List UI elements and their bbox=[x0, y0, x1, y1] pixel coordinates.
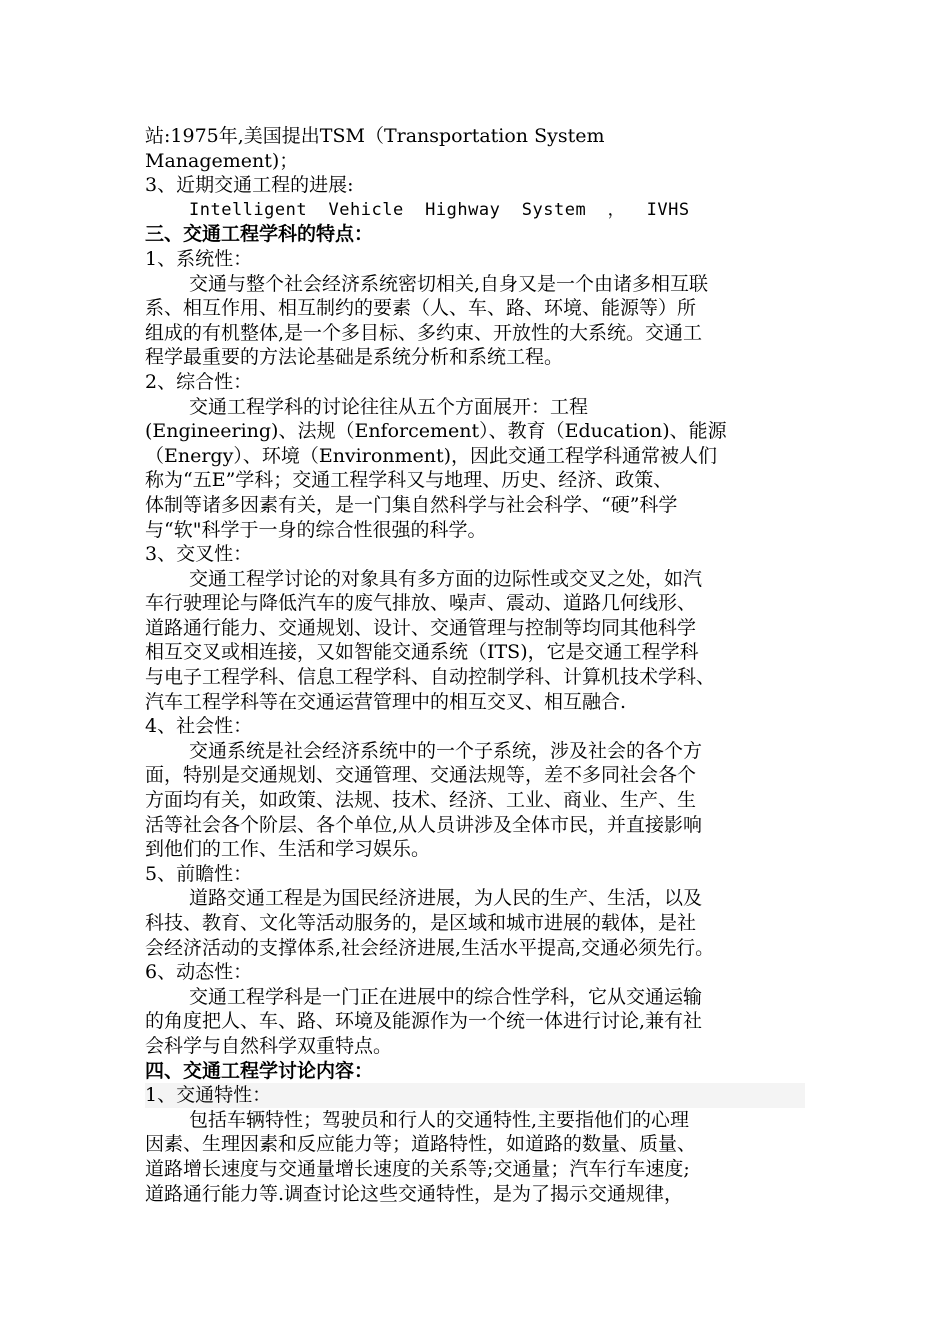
text-line: 体制等诸多因素有关，是一门集自然科学与社会科学、“硬”科学 bbox=[145, 493, 678, 516]
text-line: 称为“五E”学科；交通工程学科又与地理、历史、经济、政策、 bbox=[145, 469, 673, 492]
text-line: 1、系统性： bbox=[145, 247, 253, 270]
document-page bbox=[145, 124, 825, 1206]
text-line: 面，特别是交通规划、交通管理、交通法规等，差不多同社会各个 bbox=[145, 764, 697, 787]
text-line: 道路通行能力等.调查讨论这些交通特性，是为了揭示交通规律， bbox=[145, 1182, 684, 1205]
text-line: 系、相互作用、相互制约的要素（人、车、路、环境、能源等）所 bbox=[145, 297, 697, 320]
text-line: 交通工程学科的讨论往往从五个方面展开：工程 bbox=[189, 395, 589, 418]
text-line: 与电子工程学科、信息工程学科、自动控制学科、计算机技术学科、 bbox=[145, 666, 716, 689]
text-line: 会经济活动的支撑体系,社会经济进展,生活水平提高,交通必须先行。 bbox=[145, 936, 715, 959]
text-line: 交通与整个社会经济系统密切相关,自身又是一个由诸多相互联 bbox=[189, 272, 709, 295]
text-line: 组成的有机整体,是一个多目标、多约束、开放性的大系统。交通工 bbox=[145, 321, 703, 344]
text-line: 1、交通特性： bbox=[145, 1083, 805, 1108]
text-line: Intelligent Vehicle Highway System ， IVHS bbox=[189, 199, 690, 220]
text-line: 会科学与自然科学双重特点。 bbox=[145, 1034, 393, 1057]
text-line: (Engineering)、法规（Enforcement）、教育（Education)、能源 bbox=[145, 420, 727, 443]
text-line: 交通系统是社会经济系统中的一个子系统，涉及社会的各个方 bbox=[189, 739, 703, 762]
text-line: 2、综合性： bbox=[145, 370, 253, 393]
text-line: 包括车辆特性；驾驶员和行人的交通特性,主要指他们的心理 bbox=[189, 1108, 690, 1131]
text-line: 科技、教育、文化等活动服务的，是区域和城市进展的载体，是社 bbox=[145, 912, 697, 934]
text-line: 相互交叉或相连接，又如智能交通系统（ITS)，它是交通工程学科 bbox=[145, 641, 699, 664]
text-line: 3、交叉性： bbox=[145, 543, 253, 566]
section-heading: 三、交通工程学科的特点： bbox=[145, 223, 374, 246]
text-line: 道路交通工程是为国民经济进展，为人民的生产、生活，以及 bbox=[189, 887, 703, 910]
text-line: 车行驶理论与降低汽车的废气排放、噪声、震动、道路几何线形、 bbox=[145, 592, 697, 615]
text-line: 汽车工程学科等在交通运营管理中的相互交叉、相互融合. bbox=[145, 690, 627, 713]
text-line: 因素、生理因素和反应能力等；道路特性，如道路的数量、质量、 bbox=[145, 1133, 697, 1156]
section-heading: 四、交通工程学讨论内容： bbox=[145, 1059, 374, 1082]
text-line: 到他们的工作、生活和学习娱乐。 bbox=[145, 838, 431, 861]
text-line: 与“软"科学于一身的综合性很强的科学。 bbox=[145, 518, 487, 541]
text-line: 方面均有关，如政策、法规、技术、经济、工业、商业、生产、生 bbox=[145, 789, 697, 812]
text-line: 交通工程学科是一门正在进展中的综合性学科，它从交通运输 bbox=[189, 985, 703, 1008]
text-line: 4、社会性： bbox=[145, 715, 253, 738]
text-line: 交通工程学讨论的对象具有多方面的边际性或交叉之处，如汽 bbox=[189, 567, 703, 590]
text-line: Management)； bbox=[145, 149, 299, 172]
text-line: 5、前瞻性： bbox=[145, 862, 253, 885]
text-line: 3、近期交通工程的进展: bbox=[145, 174, 354, 197]
text-line: 道路通行能力、交通规划、设计、交通管理与控制等均同其他科学 bbox=[145, 616, 697, 639]
text-line: 活等社会各个阶层、各个单位,从人员讲涉及全体市民，并直接影响 bbox=[145, 813, 703, 836]
text-line: 站:1975年,美国提出TSM（Transportation System bbox=[145, 125, 605, 147]
text-line: 的角度把人、车、路、环境及能源作为一个统一体进行讨论,兼有社 bbox=[145, 1010, 703, 1033]
text-line: 6、动态性： bbox=[145, 961, 253, 984]
text-line: 程学最重要的方法论基础是系统分析和系统工程。 bbox=[145, 346, 564, 369]
text-line: （Energy）、环境（Environment)，因此交通工程学科通常被人们 bbox=[145, 444, 718, 467]
text-line: 道路增长速度与交通量增长速度的关系等;交通量；汽车行车速度; bbox=[145, 1157, 690, 1180]
